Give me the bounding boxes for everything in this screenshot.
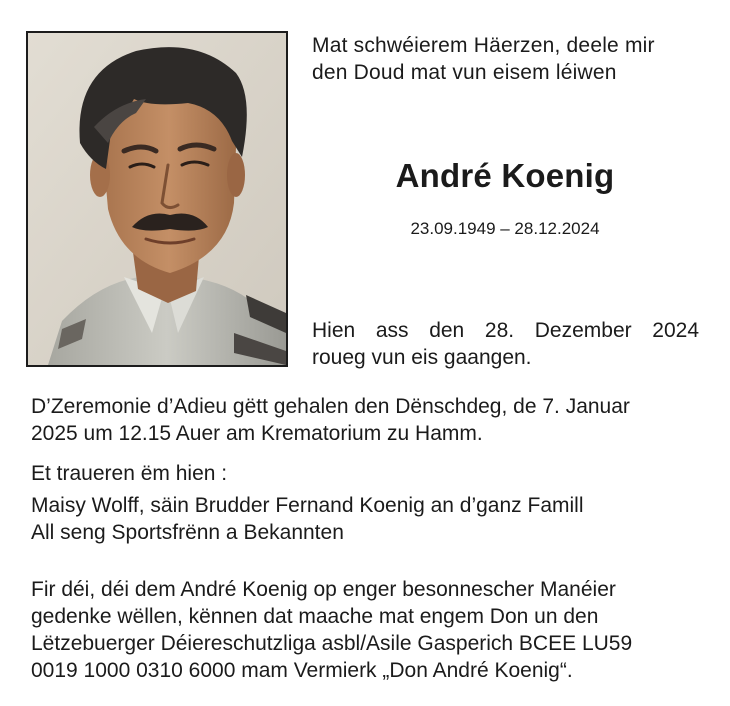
passed-line-1: Hien ass den 28. Dezember 2024 <box>312 319 699 342</box>
portrait-photo-icon <box>28 33 286 365</box>
donation-line-2: gedenke wëllen, kënnen dat maache mat engem Don un den <box>31 605 599 628</box>
ceremony-line-2: 2025 um 12.15 Auer am Krematorium zu Hamm. <box>31 422 483 445</box>
ceremony-line-1: D’Zeremonie d’Adieu gëtt gehalen den Dënschdeg, de 7. Januar <box>31 395 630 418</box>
donation-line-4: 0019 1000 0310 6000 mam Vermierk „Don André Koenig“. <box>31 659 573 682</box>
intro-text <box>312 32 704 86</box>
donation-paragraph <box>31 576 711 684</box>
deceased-name: André Koenig <box>395 157 615 194</box>
mourners-line-2: All seng Sportsfrënn a Bekannten <box>31 521 344 544</box>
donation-line-1: Fir déi, déi dem André Koenig op enger besonnescher Manéier <box>31 578 616 601</box>
intro-line-2: den Doud mat vun eisem léiwen <box>312 61 617 84</box>
mourners-list <box>31 492 711 546</box>
donation-line-3: Lëtzebuerger Déiereschutzliga asbl/Asile Gasperich BCEE LU59 <box>31 632 633 655</box>
intro-line-1: Mat schwéierem Häerzen, deele mir <box>312 34 655 57</box>
portrait-photo <box>26 31 288 367</box>
ceremony-paragraph <box>31 393 711 447</box>
life-dates: 23.09.1949 – 28.12.2024 <box>410 219 600 238</box>
mourners-heading-text: Et traueren ëm hien : <box>31 462 228 485</box>
mourners-heading <box>31 460 711 487</box>
passed-line-2: roueg vun eis gaangen. <box>312 346 532 369</box>
mourners-line-1: Maisy Wolff, säin Brudder Fernand Koenig an d’ganz Famill <box>31 494 584 517</box>
passed-text <box>312 317 699 371</box>
